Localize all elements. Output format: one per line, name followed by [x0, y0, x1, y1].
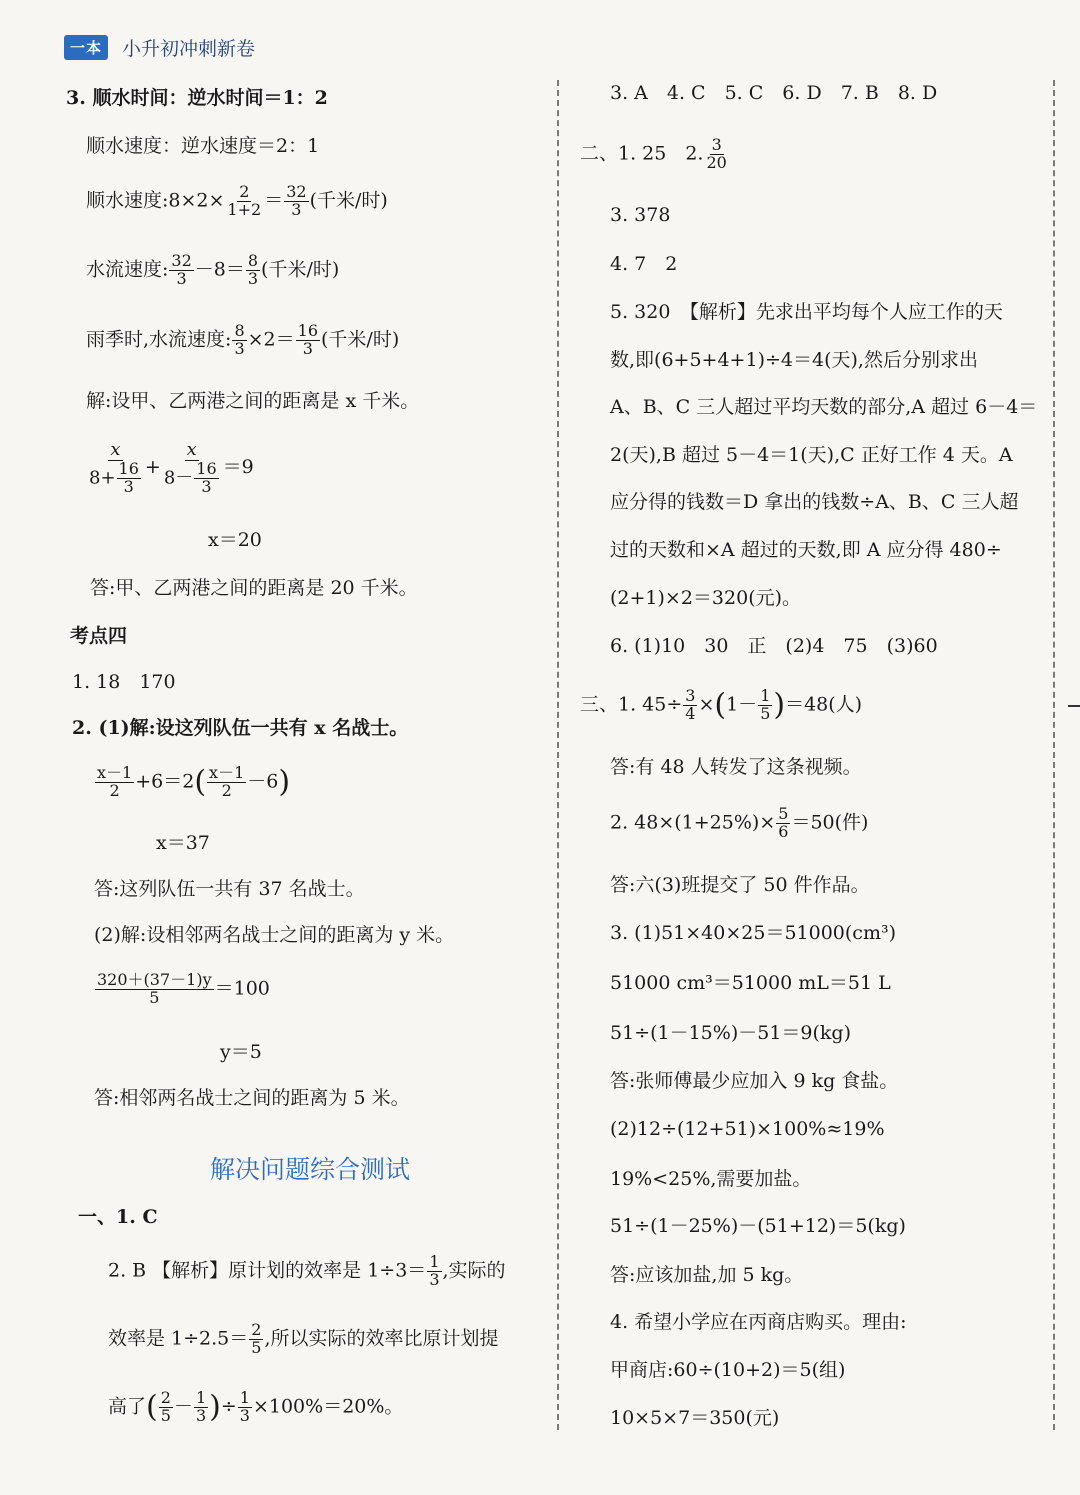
answer-line: 10×5×7＝350(元) — [610, 1407, 780, 1429]
answer-line: 1. 18 170 — [72, 671, 176, 693]
equation: x 8+ $\frac{16}{3}$ + x 8－ $\frac{16}{3}$ ＝9 — [89, 439, 254, 496]
page-header — [64, 30, 255, 64]
page-edge-mark — [1068, 705, 1080, 707]
answer-line: 顺水速度:8×2× $\frac{2}{1+2}$ ＝ $\frac{32}{3}$ (千米/时) — [86, 182, 388, 219]
answer-line: 答:相邻两名战士之间的距离为 5 米。 — [94, 1087, 410, 1109]
answer-line: x＝20 — [208, 529, 262, 551]
answer-line: 水流速度: $\frac{32}{3}$ －8＝ $\frac{8}{3}$ (千米/时) — [86, 251, 340, 288]
answer-line: 2(天),B 超过 5－4＝1(天),C 正好工作 4 天。A — [610, 444, 1013, 466]
answer-line: 甲商店:60÷(10+2)＝5(组) — [610, 1359, 846, 1381]
answer-line: 过的天数和×A 超过的天数,即 A 应分得 480÷ — [610, 539, 1002, 561]
equation: $\frac{320+(37-1)y}{5}$ ＝100 — [97, 970, 270, 1007]
answer-line: (2)解:设相邻两名战士之间的距离为 y 米。 — [94, 924, 455, 946]
answer-line: 3. 顺水时间：逆水时间＝1：2 — [66, 87, 328, 109]
section-title: 解决问题综合测试 — [209, 1155, 410, 1184]
brand-logo: 一本 — [64, 35, 108, 60]
answer-line: 6. (1)10 30 正 (2)4 75 (3)60 — [610, 635, 938, 657]
answer-line: 效率是 1÷2.5＝ $\frac{2}{5}$ ,所以实际的效率比原计划提 — [108, 1320, 499, 1357]
answer-line: 数,即(6+5+4+1)÷4＝4(天),然后分别求出 — [610, 349, 978, 371]
answer-line: 4. 希望小学应在丙商店购买。理由: — [610, 1311, 907, 1333]
equation: $\frac{x-1}{2}$ +6＝2( $\frac{x-1}{2}$ －6) — [97, 763, 291, 800]
answer-line: 答:张师傅最少应加入 9 kg 食盐。 — [610, 1070, 899, 1092]
answer-line: 3. 378 — [610, 204, 671, 226]
right-edge-divider — [1053, 80, 1055, 1430]
answer-line: 二、1. 25 2. $\frac{3}{20}$ — [580, 135, 727, 172]
answer-line: 51÷(1－25%)－(51+12)＝5(kg) — [610, 1215, 906, 1237]
answer-line: 2. B 【解析】原计划的效率是 1÷3＝ $\frac{1}{3}$ ,实际的 — [108, 1252, 506, 1289]
answer-line: (2+1)×2＝320(元)。 — [610, 587, 802, 609]
answer-line: 2. (1)解:设这列队伍一共有 x 名战士。 — [72, 717, 409, 739]
answer-line: 答:六(3)班提交了 50 件作品。 — [610, 874, 870, 896]
book-title: 小升初冲刺新卷 — [122, 37, 256, 60]
answer-line: 解:设甲、乙两港之间的距离是 x 千米。 — [86, 390, 420, 412]
answer-line: 一、1. C — [78, 1206, 158, 1228]
answer-line: 3. (1)51×40×25＝51000(cm³) — [610, 922, 896, 944]
answer-line: 答:有 48 人转发了这条视频。 — [610, 756, 862, 778]
answer-line: A、B、C 三人超过平均天数的部分,A 超过 6－4＝ — [610, 396, 1038, 418]
answer-line: 答:甲、乙两港之间的距离是 20 千米。 — [90, 577, 418, 599]
answer-line: 顺水速度：逆水速度＝2：1 — [86, 135, 320, 157]
answer-line: 高了( $\frac{2}{5}$ － $\frac{1}{3}$ )÷ $\frac{1}{3}$ ×100%＝20%。 — [108, 1388, 404, 1425]
column-divider — [557, 80, 559, 1430]
answer-line: 19%<25%,需要加盐。 — [610, 1168, 812, 1190]
section-heading: 考点四 — [70, 625, 128, 647]
answer-line: 应分得的钱数＝D 拿出的钱数÷A、B、C 三人超 — [610, 491, 1019, 513]
answer-line: 答:这列队伍一共有 37 名战士。 — [94, 878, 365, 900]
answer-line: 答:应该加盐,加 5 kg。 — [610, 1264, 804, 1286]
answer-line: x＝37 — [156, 832, 210, 854]
answer-line: 5. 320 【解析】先求出平均每个人应工作的天 — [610, 301, 1003, 323]
answer-line: 雨季时,水流速度: $\frac{8}{3}$ ×2＝ $\frac{16}{3}$ (千米/时) — [86, 321, 400, 358]
answer-line: y＝5 — [220, 1041, 262, 1063]
answer-line: 3. A 4. C 5. C 6. D 7. B 8. D — [610, 82, 938, 104]
answer-line: 三、1. 45÷ $\frac{3}{4}$ ×(1－ $\frac{1}{5}$ )＝48(人) — [580, 686, 863, 723]
answer-line: 51÷(1－15%)－51＝9(kg) — [610, 1022, 852, 1044]
answer-line: 51000 cm³＝51000 mL＝51 L — [610, 972, 891, 994]
answer-line: (2)12÷(12+51)×100%≈19% — [610, 1118, 885, 1140]
answer-line: 2. 48×(1+25%)× $\frac{5}{6}$ ＝50(件) — [610, 804, 869, 841]
answer-line: 4. 7 2 — [610, 253, 678, 275]
